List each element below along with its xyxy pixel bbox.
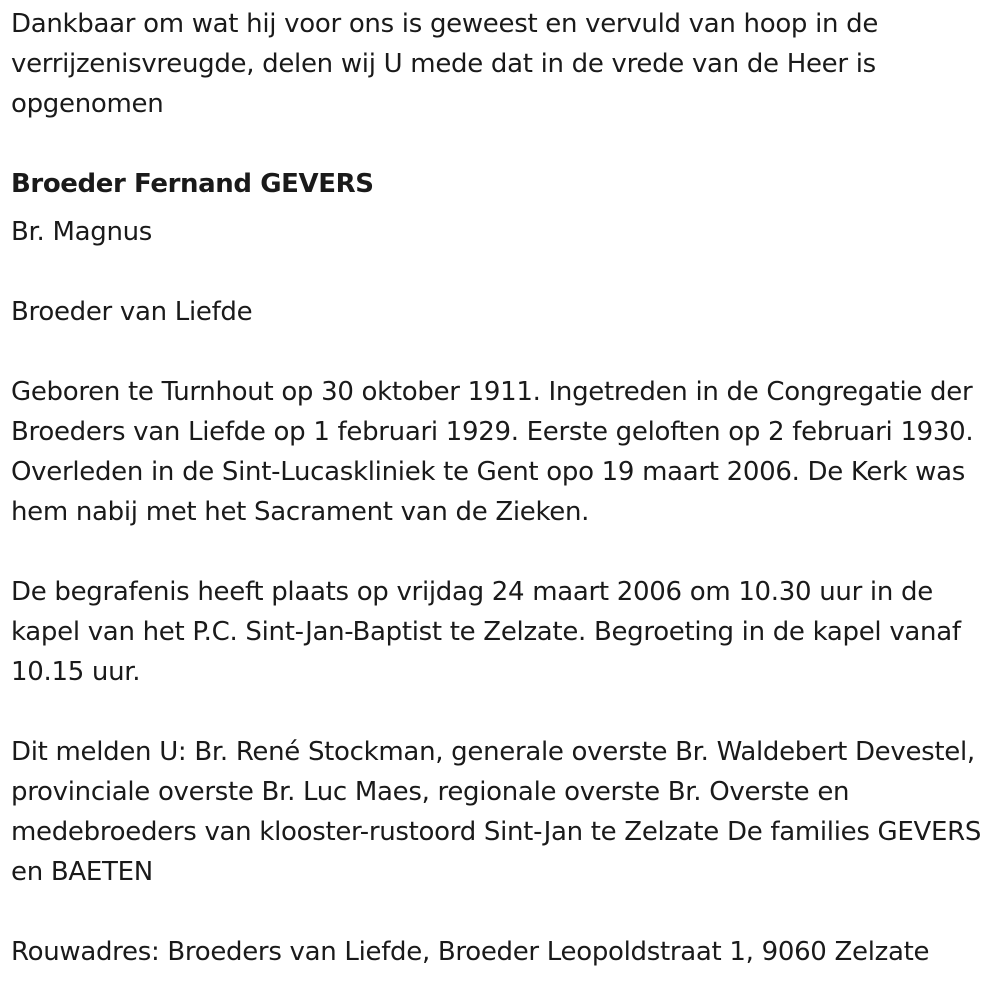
announcers-paragraph: Dit melden U: Br. René Stockman, generale overste Br. Waldebert Devestel, provinciale overste Br. Luc Maes, regionale overste Br. Overste en medebroeders van klooster-rustoord Sint-Jan te Zelzate De families GEVERS en BAETEN <box>11 737 982 887</box>
spacer <box>11 692 991 732</box>
religious-name: Br. Magnus <box>11 217 153 247</box>
spacer <box>11 332 991 372</box>
spacer <box>11 892 991 932</box>
biography-paragraph: Geboren te Turnhout op 30 oktober 1911. Ingetreden in de Congregatie der Broeders van Liefde op 1 februari 1929. Eerste geloften op 2 februari 1930. Overleden in de Sint-Lucaskliniek te Gent opo 19 maart 2006. De Kerk was hem nabij met het Sacrament van de Zieken. <box>11 377 974 527</box>
obituary-document <box>11 4 991 972</box>
funeral-paragraph: De begrafenis heeft plaats op vrijdag 24 maart 2006 om 10.30 uur in de kapel van het P.C. Sint-Jan-Baptist te Zelzate. Begroeting in de kapel vanaf 10.15 uur. <box>11 577 961 687</box>
deceased-name: Broeder Fernand GEVERS <box>11 169 374 199</box>
spacer <box>11 252 991 292</box>
religious-order: Broeder van Liefde <box>11 297 253 327</box>
mourning-address: Rouwadres: Broeders van Liefde, Broeder Leopoldstraat 1, 9060 Zelzate <box>11 937 930 967</box>
spacer <box>11 124 991 164</box>
intro-paragraph: Dankbaar om wat hij voor ons is geweest en vervuld van hoop in de verrijzenisvreugde, delen wij U mede dat in de vrede van de Heer is opgenomen <box>11 9 879 119</box>
spacer <box>11 532 991 572</box>
spacer <box>11 204 991 212</box>
